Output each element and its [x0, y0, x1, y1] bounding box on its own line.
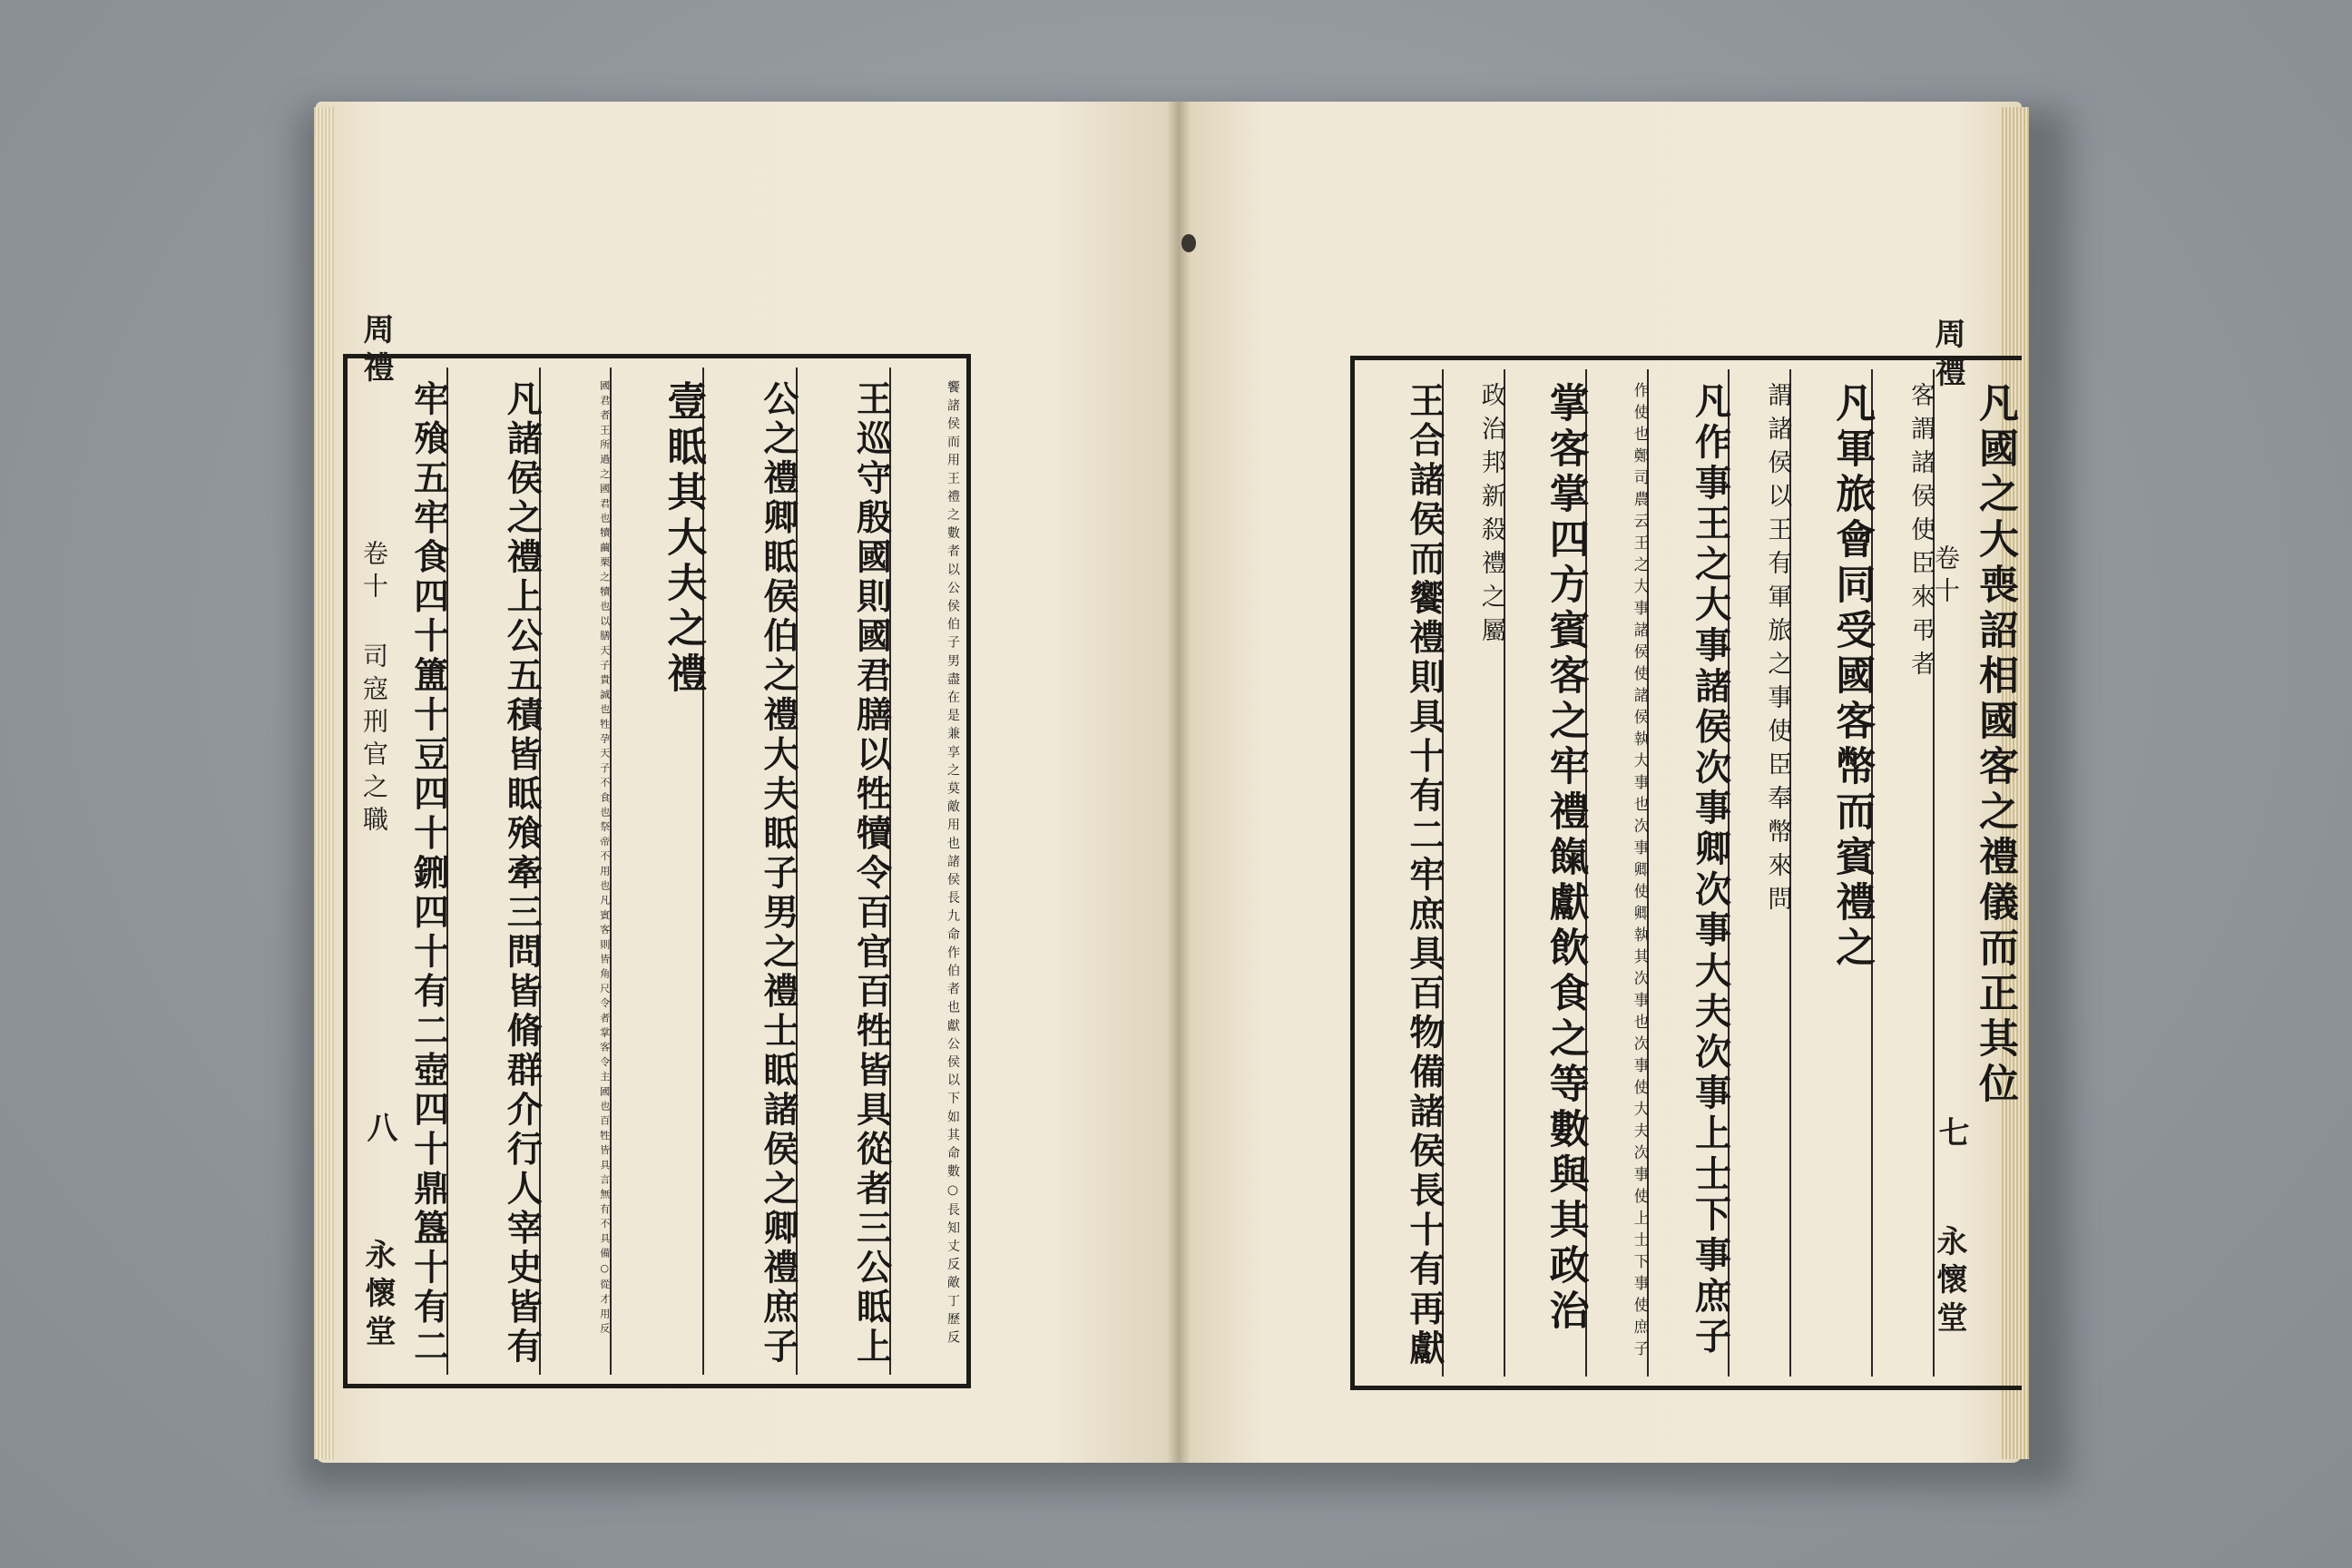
right-page-column — [1728, 369, 1792, 1377]
left-margin-title: 卷十 司寇刑官之職 — [359, 540, 389, 838]
ink-smudge — [1181, 234, 1196, 252]
main-text: 凡作事王之大事諸侯次事卿次事大夫次事上士下事庶子 — [1689, 382, 1732, 1358]
commentary-text: 政治邦新殺禮之屬 — [1476, 382, 1505, 651]
main-text: 公之禮卿眡侯伯之禮大夫眡子男之禮士眡諸侯之卿禮庶子 — [757, 380, 799, 1367]
book-gutter — [1167, 102, 1191, 1463]
left-page-column — [446, 368, 544, 1375]
main-text: 牢飱五牢食四十簠十豆四十鉶四十有二壺四十鼎簋十有二 — [407, 380, 450, 1367]
right-margin-publisher: 永懷堂 — [1931, 1225, 1967, 1339]
main-text: 凡國之大喪詔相國客之禮儀而正其位 — [1972, 382, 2018, 1108]
right-margin-header: 周禮 — [1929, 318, 1965, 394]
left-margin-strip — [345, 313, 408, 1393]
left-margin-publisher: 永懷堂 — [359, 1239, 396, 1353]
right-page-column — [1585, 369, 1647, 1377]
left-margin-folio: 八 — [361, 1112, 397, 1150]
left-page-column — [702, 368, 799, 1375]
right-page-column — [1362, 369, 1446, 1377]
left-page-column — [539, 368, 609, 1375]
left-page-column — [610, 368, 707, 1375]
main-text: 王合諸侯而饗禮則具十有二牢庶具百物備諸侯長十有再獻 — [1403, 382, 1446, 1369]
main-text: 凡軍旅會同受國客幣而賓禮之 — [1828, 382, 1876, 972]
left-page-column — [889, 368, 959, 1375]
right-page-column — [1442, 369, 1504, 1377]
left-page-column — [796, 368, 893, 1375]
right-page-column — [1647, 369, 1732, 1377]
commentary-text: 饗諸侯而用王禮之數者以公侯伯子男盡在是兼享之莫敵用也諸侯長九命作伯者也獻公侯以下如其命數○長知丈反敵丁歷反 — [946, 380, 960, 1349]
main-text: 王巡守殷國則國君膳以牲犢令百官百牲皆具從者三公眡上 — [850, 380, 893, 1367]
main-text: 凡諸侯之禮上公五積皆眡飱牽三問皆脩群介行人宰史皆有 — [501, 380, 544, 1367]
commentary-text: 國君者王所過之國君也犢繭栗之犢也以膳天子貴誠也牲孕天子不食也祭帝不用也凡賓客則皆角尺令者掌客令主國也百牲皆具言無有不具備○從才用反 — [598, 380, 611, 1338]
main-text: 壹眡其大夫之禮 — [660, 380, 707, 698]
right-margin-strip — [1916, 318, 1980, 1397]
main-text: 掌客掌四方賓客之牢禮餼獻飲食之等數與其政治 — [1542, 382, 1589, 1335]
right-page-column — [1789, 369, 1876, 1377]
commentary-text: 作使也鄭司農云王之大事諸侯使諸侯執大事也次事卿使卿執其次事也次事使大夫次事使上士下事使庶子 — [1630, 382, 1649, 1362]
right-margin-title: 卷十 — [1931, 544, 1961, 610]
commentary-text: 謂諸侯以王有軍旅之事使臣奉幣來問 — [1763, 382, 1792, 919]
right-margin-folio: 七 — [1933, 1116, 1969, 1154]
left-page-edge — [314, 107, 334, 1459]
left-columns — [355, 368, 959, 1375]
right-page-column — [1504, 369, 1589, 1377]
commentary-text: 客謂諸侯使臣來弔者 — [1906, 382, 1936, 684]
left-margin-header: 周禮 — [358, 313, 394, 389]
left-text-frame — [343, 354, 971, 1388]
